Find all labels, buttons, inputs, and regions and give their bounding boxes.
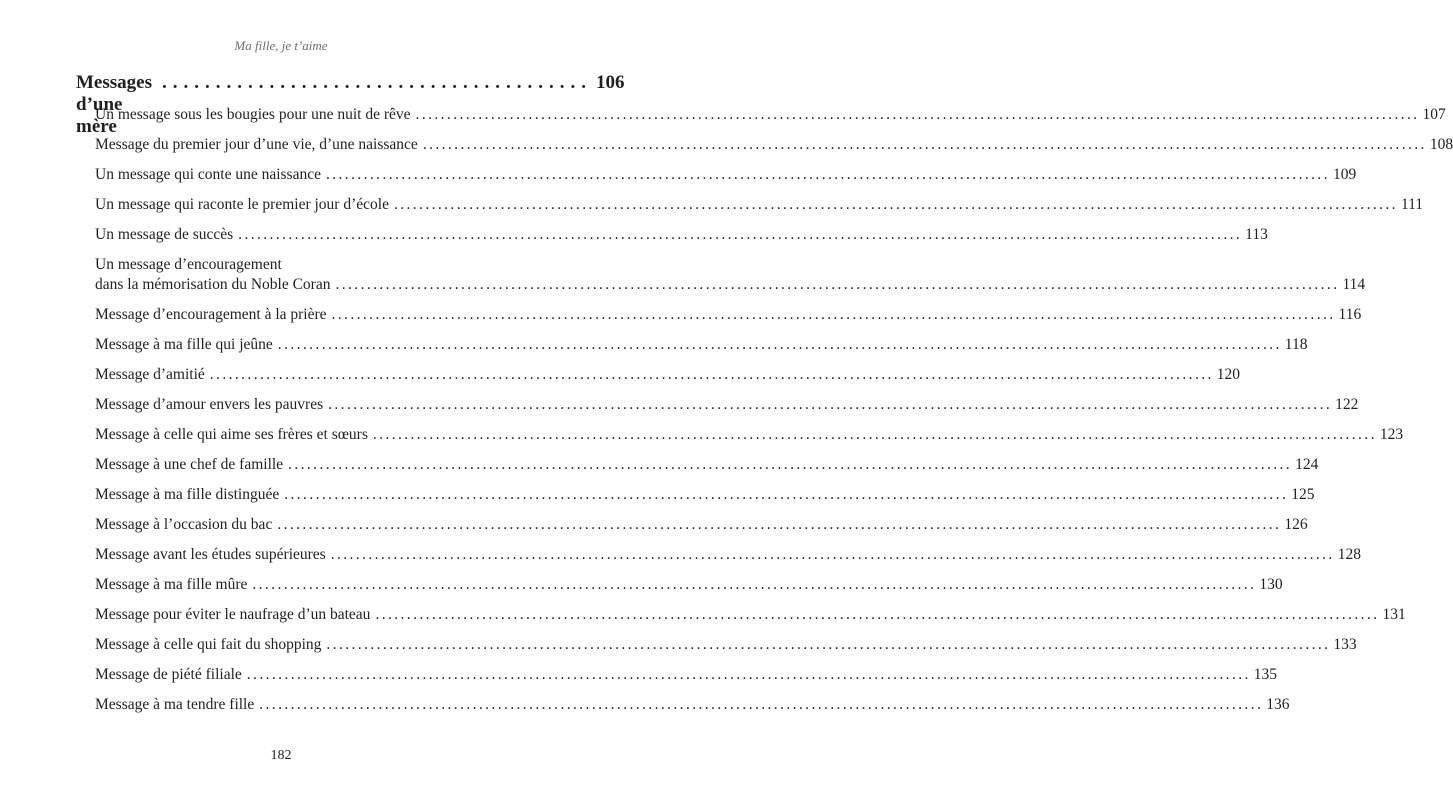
toc-entry-line	[95, 545, 1361, 565]
toc-entry-line	[95, 275, 1366, 295]
dot-leader: ................................................................................................................................................................	[422, 136, 1427, 153]
toc-entry-line	[95, 695, 1290, 715]
running-header: Ma fille, je t’aime	[234, 38, 328, 53]
toc-entry-page-number: 109	[1332, 166, 1357, 183]
toc-entry-line	[95, 635, 1357, 655]
toc-entry	[95, 305, 1362, 325]
toc-entry-line	[95, 485, 1315, 505]
dot-leader: ................................................................................................................................................................	[238, 226, 1243, 243]
toc-entry-line	[95, 165, 1357, 185]
toc-entry-title: Un message qui conte une naissance	[95, 166, 321, 183]
toc-entry-page-number: 126	[1284, 516, 1308, 533]
toc-entry-title: Message à ma tendre fille	[95, 696, 255, 713]
toc-entry-page-number: 113	[1245, 226, 1268, 243]
toc-entry-page-number: 125	[1291, 486, 1315, 503]
toc-entry-page-number: 120	[1216, 366, 1241, 383]
toc-entry-title: Message pour éviter le naufrage d’un bateau	[95, 606, 371, 623]
dot-leader: ................................................................................................................................................................	[393, 196, 1398, 213]
toc-entry-title: Un message sous les bougies pour une nuit de rêve	[95, 106, 411, 123]
section-page-number: 106	[595, 72, 625, 93]
toc-entry-title: Message d’encouragement à la prière	[95, 306, 327, 323]
toc-entry-page-number: 130	[1259, 576, 1283, 593]
toc-entry-line	[95, 455, 1319, 475]
toc-entry-page-number: 122	[1335, 396, 1359, 413]
toc-entry-title: dans la mémorisation du Noble Coran	[95, 276, 331, 293]
toc-entry-page-number: 128	[1337, 546, 1361, 563]
toc-entry-line	[95, 105, 1446, 125]
toc-entry-title: Message avant les études supérieures	[95, 546, 326, 563]
toc-entry-page-number: 135	[1253, 666, 1278, 683]
toc-entry-page-number: 116	[1338, 306, 1362, 323]
toc-entry-title: Message à une chef de famille	[95, 456, 284, 473]
toc-entry-line	[95, 665, 1278, 685]
toc-entry-title: Message à ma fille qui jeûne	[95, 336, 273, 353]
section-title: Messages d’une mère	[76, 72, 152, 137]
toc-entry-line	[95, 515, 1308, 535]
dot-leader: ................................................................................................................................................................	[277, 516, 1282, 533]
toc-entry-line	[95, 425, 1404, 445]
toc-entry-line	[95, 575, 1283, 595]
dot-leader: ................................................................................................................................................................	[246, 666, 1251, 683]
toc-entry-line	[95, 605, 1406, 625]
dot-leader: ................................................................................................................................................................	[330, 546, 1335, 563]
dot-leader: ................................................................................................................................................................	[331, 306, 1336, 323]
toc-entry-title: Message à celle qui fait du shopping	[95, 636, 322, 653]
toc-entry-page-number: 124	[1295, 456, 1319, 473]
dot-leader: ........................................	[161, 72, 592, 93]
toc-entry	[95, 105, 1446, 125]
toc-entry	[95, 485, 1315, 505]
toc-entry-line	[95, 195, 1424, 215]
toc-entry-title: Message d’amour envers les pauvres	[95, 396, 324, 413]
toc-entry-title: Message de piété filiale	[95, 666, 242, 683]
toc-entry	[95, 255, 1366, 295]
dot-leader: ................................................................................................................................................................	[284, 486, 1289, 503]
toc-entry	[95, 515, 1308, 535]
toc-entry-line	[95, 395, 1359, 415]
toc-entry-title: Un message de succès	[95, 226, 234, 243]
toc-entry-title: Message d’amitié	[95, 366, 205, 383]
dot-leader: ................................................................................................................................................................	[325, 166, 1330, 183]
toc-entry	[95, 665, 1278, 685]
toc-entry-page-number: 108	[1429, 136, 1453, 153]
toc-entry-title: Message à l’occasion du bac	[95, 516, 273, 533]
toc-entry-line	[95, 135, 1453, 155]
toc-entry-page-number: 123	[1379, 426, 1404, 443]
toc-entry	[95, 605, 1406, 625]
dot-leader: ................................................................................................................................................................	[415, 106, 1420, 123]
toc-entry	[95, 335, 1308, 355]
toc-entry-line	[95, 335, 1308, 355]
dot-leader: ................................................................................................................................................................	[259, 696, 1264, 713]
toc-entry	[95, 395, 1359, 415]
toc-entry-title: Message à ma fille mûre	[95, 576, 248, 593]
toc-entry-title: Message à ma fille distinguée	[95, 486, 280, 503]
toc-entry-page-number: 118	[1284, 336, 1308, 353]
toc-entry-page-number: 107	[1422, 106, 1446, 123]
toc-entry	[95, 545, 1361, 565]
toc-entry-line	[95, 365, 1241, 385]
toc-entry-page-number: 114	[1342, 276, 1366, 293]
dot-leader: ................................................................................................................................................................	[328, 396, 1333, 413]
toc-entry	[95, 135, 1453, 155]
toc-entry-title-line: Un message d’encouragement	[95, 256, 282, 273]
toc-entry-title: Un message qui raconte le premier jour d’école	[95, 196, 389, 213]
page-number: 182	[270, 748, 292, 763]
toc-entry	[95, 635, 1357, 655]
toc-entry-title: Message à celle qui aime ses frères et sœurs	[95, 426, 368, 443]
toc-entry	[95, 195, 1424, 215]
toc-entry	[95, 575, 1283, 595]
toc-entry	[95, 455, 1319, 475]
dot-leader: ................................................................................................................................................................	[326, 636, 1331, 653]
toc-entry	[95, 365, 1241, 385]
toc-entry	[95, 225, 1268, 245]
toc-entry-line	[95, 225, 1268, 245]
toc-entry-page-number: 131	[1382, 606, 1406, 623]
dot-leader: ................................................................................................................................................................	[288, 456, 1293, 473]
toc-entry-page-number: 111	[1400, 196, 1424, 213]
toc-entry	[95, 165, 1357, 185]
toc-entry-line	[95, 305, 1362, 325]
toc-entry-title: Message du premier jour d’une vie, d’une naissance	[95, 136, 418, 153]
dot-leader: ................................................................................................................................................................	[375, 606, 1380, 623]
dot-leader: ................................................................................................................................................................	[277, 336, 1282, 353]
toc-entry-page-number: 136	[1266, 696, 1290, 713]
dot-leader: ................................................................................................................................................................	[252, 576, 1257, 593]
dot-leader: ................................................................................................................................................................	[335, 276, 1340, 293]
toc-entry	[95, 425, 1404, 445]
dot-leader: ................................................................................................................................................................	[372, 426, 1377, 443]
table-of-contents	[95, 105, 1453, 725]
toc-entry-page-number: 133	[1333, 636, 1357, 653]
dot-leader: ................................................................................................................................................................	[209, 366, 1214, 383]
toc-entry	[95, 695, 1290, 715]
